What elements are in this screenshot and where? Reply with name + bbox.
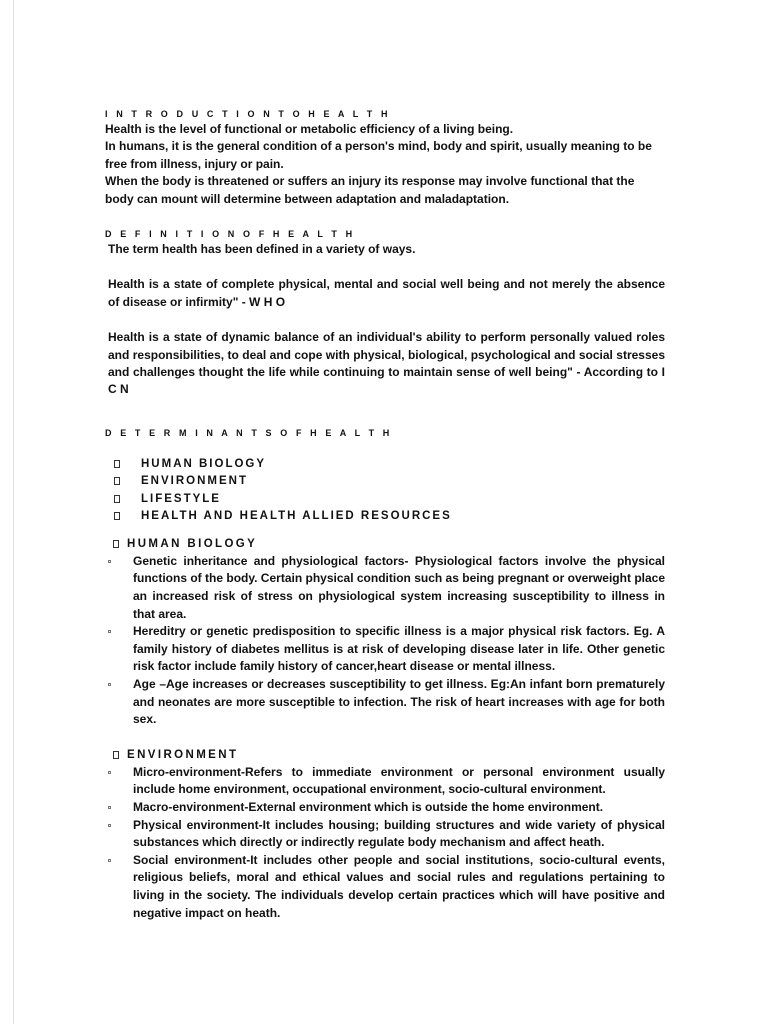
- human-biology-heading: HUMAN BIOLOGY: [105, 536, 665, 553]
- list-item: HEALTH AND HEALTH ALLIED RESOURCES: [105, 508, 665, 526]
- checkbox-bullet-icon: [113, 751, 119, 759]
- list-item: Genetic inheritance and physiological factors- Physiological factors involve the physical functions of the body. Certain physical condition such as being pregnant or overweight place an increased risk of stress on physiological system increasing susceptibility to illness in that area.: [105, 553, 665, 623]
- definition-who: Health is a state of complete physical, mental and social well being and not merely the absence of disease or infirmity" - W H O: [108, 277, 665, 309]
- environment-list: [105, 764, 665, 922]
- definition-heading: D E F I N I T I O N O F H E A L T H: [105, 229, 356, 240]
- checkbox-bullet-icon: [113, 540, 119, 548]
- intro-paragraph-1: Health is the level of functional or metabolic efficiency of a living being.: [105, 122, 514, 136]
- list-item: Micro-environment-Refers to immediate environment or personal environment usually include home environment, occupational environment, socio-cultural environment.: [105, 764, 665, 799]
- square-bullet-icon: [108, 560, 111, 563]
- square-bullet-icon: [108, 859, 111, 862]
- checkbox-bullet-icon: [114, 495, 120, 503]
- square-bullet-icon: [108, 630, 111, 633]
- list-item: Age –Age increases or decreases susceptibility to get illness. Eg:An infant born prematurely and neonates are more susceptible to infection. The risk of heart increases with age for both sex.: [105, 676, 665, 729]
- intro-paragraph-3: When the body is threatened or suffers an injury its response may involve functional that the body can mount will determine between adaptation and maladaptation.: [105, 174, 635, 206]
- page-edge-line: [13, 0, 14, 1024]
- list-item: Macro-environment-External environment which is outside the home environment.: [105, 799, 665, 817]
- square-bullet-icon: [108, 771, 111, 774]
- square-bullet-icon: [108, 683, 111, 686]
- document-body: [105, 108, 665, 922]
- list-item: LIFESTYLE: [105, 491, 665, 509]
- list-item: Social environment-It includes other people and social institutions, socio-cultural events, religious beliefs, moral and ethical values and social rules and regulations pertaining to living in the society. The individuals develop certain practices which will have positive and negative impact on heath.: [105, 852, 665, 922]
- list-item: Hereditry or genetic predisposition to specific illness is a major physical risk factors. Eg. A family history of diabetes mellitus is at risk of developing disease later in life. Other genetic risk factor include family history of cancer,heart disease or mental illness.: [105, 623, 665, 676]
- human-biology-list: [105, 553, 665, 729]
- environment-heading: ENVIRONMENT: [105, 747, 665, 764]
- checkbox-bullet-icon: [114, 460, 120, 468]
- square-bullet-icon: [108, 806, 111, 809]
- definition-lead: The term health has been defined in a variety of ways.: [108, 242, 416, 257]
- intro-paragraph-2: In humans, it is the general condition of a person's mind, body and spirit, usually meaning to be free from illness, injury or pain.: [105, 139, 652, 171]
- checkbox-bullet-icon: [114, 477, 120, 485]
- intro-heading: I N T R O D U C T I O N T O H E A L T H: [105, 109, 391, 119]
- list-item: Physical environment-It includes housing; building structures and wide variety of physical substances which directly or indirectly regulate body mechanism and affect heath.: [105, 817, 665, 852]
- determinants-list: [105, 456, 665, 526]
- determinants-heading: D E T E R M I N A N T S O F H E A L T H: [105, 427, 393, 438]
- checkbox-bullet-icon: [114, 512, 120, 520]
- list-item: ENVIRONMENT: [105, 473, 665, 491]
- list-item: HUMAN BIOLOGY: [105, 456, 665, 474]
- square-bullet-icon: [108, 824, 111, 827]
- definition-icn: Health is a state of dynamic balance of an individual's ability to perform personally valued roles and responsibilities, to deal and cope with physical, biological, psychological and social stresses and challenges thought the life while continuing to maintain sense of well being" - According to I C N: [108, 330, 665, 397]
